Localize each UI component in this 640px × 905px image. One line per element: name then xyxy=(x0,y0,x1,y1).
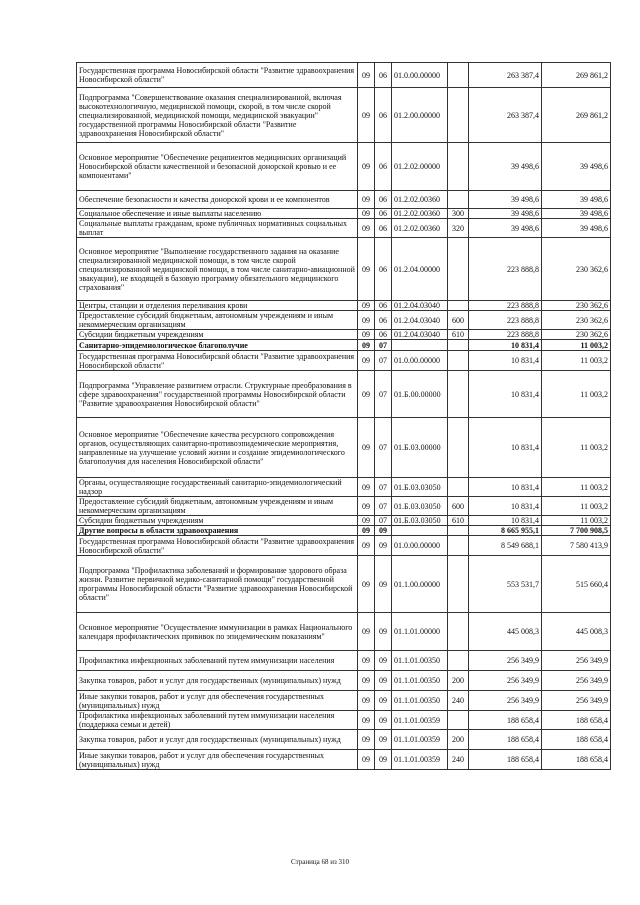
row-amount-year2: 39 498,6 xyxy=(542,219,611,238)
row-amount-year2: 11 003,2 xyxy=(542,478,611,497)
row-amount-year2: 7 700 908,5 xyxy=(542,526,611,536)
row-expense-type: 240 xyxy=(448,691,469,711)
table-row xyxy=(77,340,611,351)
table-row xyxy=(77,371,611,418)
row-amount-year2: 39 498,6 xyxy=(542,209,611,219)
row-name: Профилактика инфекционных заболеваний путем иммунизации населения (поддержка семьи и детей) xyxy=(77,711,358,730)
row-subsection: 06 xyxy=(375,301,392,311)
row-amount-year2: 269 861,2 xyxy=(542,63,611,88)
row-amount-year1: 10 831,4 xyxy=(469,497,542,516)
row-amount-year1: 39 498,6 xyxy=(469,209,542,219)
table-row xyxy=(77,418,611,478)
table-row xyxy=(77,497,611,516)
row-subsection: 07 xyxy=(375,478,392,497)
row-section: 09 xyxy=(358,219,375,238)
row-target-code: 01.1.01.00350 xyxy=(392,671,448,691)
table-row xyxy=(77,730,611,750)
row-expense-type xyxy=(448,340,469,351)
budget-table xyxy=(76,62,611,770)
row-subsection: 09 xyxy=(375,691,392,711)
row-expense-type xyxy=(448,143,469,191)
table-row xyxy=(77,526,611,536)
row-amount-year2: 11 003,2 xyxy=(542,516,611,526)
row-target-code: 01.2.04.00000 xyxy=(392,238,448,301)
row-amount-year1: 263 387,4 xyxy=(469,63,542,88)
row-name: Субсидии бюджетным учреждениям xyxy=(77,330,358,340)
row-target-code: 01.2.04.03040 xyxy=(392,301,448,311)
row-amount-year1: 223 888,8 xyxy=(469,238,542,301)
row-target-code: 01.2.02.00360 xyxy=(392,209,448,219)
row-name: Другие вопросы в области здравоохранения xyxy=(77,526,358,536)
table-row xyxy=(77,330,611,340)
table-row xyxy=(77,536,611,556)
row-expense-type: 600 xyxy=(448,497,469,516)
row-target-code: 01.Б.03.03050 xyxy=(392,497,448,516)
row-target-code: 01.1.01.00000 xyxy=(392,613,448,651)
row-expense-type xyxy=(448,371,469,418)
row-expense-type: 610 xyxy=(448,516,469,526)
row-expense-type xyxy=(448,556,469,613)
row-section: 09 xyxy=(358,478,375,497)
row-name: Закупка товаров, работ и услуг для государственных (муниципальных) нужд xyxy=(77,671,358,691)
row-subsection: 06 xyxy=(375,88,392,143)
row-section: 09 xyxy=(358,526,375,536)
row-section: 09 xyxy=(358,730,375,750)
table-row xyxy=(77,88,611,143)
row-amount-year1: 256 349,9 xyxy=(469,651,542,671)
row-amount-year1: 223 888,8 xyxy=(469,330,542,340)
row-amount-year1: 188 658,4 xyxy=(469,730,542,750)
row-amount-year2: 11 003,2 xyxy=(542,418,611,478)
page-footer: Страница 68 из 310 xyxy=(291,858,349,866)
row-amount-year2: 230 362,6 xyxy=(542,238,611,301)
row-section: 09 xyxy=(358,691,375,711)
row-amount-year2: 39 498,6 xyxy=(542,143,611,191)
row-name: Органы, осуществляющие государственный санитарно-эпидемиологический надзор xyxy=(77,478,358,497)
row-subsection: 09 xyxy=(375,750,392,770)
row-amount-year2: 269 861,2 xyxy=(542,88,611,143)
row-section: 09 xyxy=(358,711,375,730)
row-subsection: 06 xyxy=(375,143,392,191)
row-expense-type xyxy=(448,88,469,143)
row-amount-year2: 39 498,6 xyxy=(542,191,611,209)
row-target-code: 01.1.01.00359 xyxy=(392,730,448,750)
row-subsection: 06 xyxy=(375,219,392,238)
row-target-code xyxy=(392,526,448,536)
row-expense-type xyxy=(448,238,469,301)
row-target-code: 01.2.02.00000 xyxy=(392,143,448,191)
row-section: 09 xyxy=(358,63,375,88)
row-amount-year2: 188 658,4 xyxy=(542,711,611,730)
row-target-code: 01.0.00.00000 xyxy=(392,536,448,556)
row-amount-year2: 188 658,4 xyxy=(542,730,611,750)
row-target-code: 01.1.01.00359 xyxy=(392,750,448,770)
row-amount-year1: 10 831,4 xyxy=(469,371,542,418)
row-target-code: 01.2.02.00360 xyxy=(392,191,448,209)
table-row xyxy=(77,516,611,526)
row-expense-type: 320 xyxy=(448,219,469,238)
row-target-code: 01.1.01.00350 xyxy=(392,691,448,711)
table-row xyxy=(77,651,611,671)
row-expense-type: 240 xyxy=(448,750,469,770)
row-amount-year1: 39 498,6 xyxy=(469,191,542,209)
row-section: 09 xyxy=(358,311,375,330)
row-section: 09 xyxy=(358,143,375,191)
row-name: Основное мероприятие "Обеспечение реципиентов медицинских организаций Новосибирской области качественной и безопасной донорской кровью и ее компонентами" xyxy=(77,143,358,191)
table-row xyxy=(77,209,611,219)
row-name: Иные закупки товаров, работ и услуг для обеспечения государственных (муниципальных) нужд xyxy=(77,750,358,770)
row-name: Подпрограмма "Совершенствование оказания специализированной, включая высокотехнологичную, медицинской помощи, скорой, в том числе скорой специализированной, медицинской помощи, медицинской эвакуации" государственной программы Новосибирской области "Развитие здравоохранения Новосибирской области" xyxy=(77,88,358,143)
row-subsection: 06 xyxy=(375,238,392,301)
table-row xyxy=(77,238,611,301)
row-name: Закупка товаров, работ и услуг для государственных (муниципальных) нужд xyxy=(77,730,358,750)
table-row xyxy=(77,711,611,730)
row-amount-year1: 10 831,4 xyxy=(469,418,542,478)
row-expense-type xyxy=(448,418,469,478)
table-row xyxy=(77,556,611,613)
row-amount-year1: 263 387,4 xyxy=(469,88,542,143)
row-name: Санитарно-эпидемиологическое благополучие xyxy=(77,340,358,351)
row-subsection: 09 xyxy=(375,526,392,536)
row-expense-type: 610 xyxy=(448,330,469,340)
row-name: Основное мероприятие "Выполнение государственного задания на оказание специализированной медицинской помощи, в том числе скорой специализированной медицинской помощи, в том числе санитарно-авиационной эвакуации), не входящей в базовую программу обязательного медицинского страхования" xyxy=(77,238,358,301)
row-amount-year1: 8 549 688,1 xyxy=(469,536,542,556)
row-section: 09 xyxy=(358,671,375,691)
row-target-code xyxy=(392,340,448,351)
row-section: 09 xyxy=(358,340,375,351)
row-name: Основное мероприятие "Обеспечение качества ресурсного сопровождения органов, осуществляющих санитарно-противоэпидемические мероприятия, направленные на улучшение условий жизни и создание эпидемиологического благополучия для населения Новосибирской области" xyxy=(77,418,358,478)
row-name: Социальные выплаты гражданам, кроме публичных нормативных социальных выплат xyxy=(77,219,358,238)
row-subsection: 09 xyxy=(375,671,392,691)
row-amount-year2: 256 349,9 xyxy=(542,651,611,671)
row-section: 09 xyxy=(358,516,375,526)
row-subsection: 09 xyxy=(375,556,392,613)
row-section: 09 xyxy=(358,301,375,311)
row-expense-type: 300 xyxy=(448,209,469,219)
row-section: 09 xyxy=(358,418,375,478)
row-name: Центры, станции и отделения переливания крови xyxy=(77,301,358,311)
row-expense-type xyxy=(448,526,469,536)
row-name: Субсидии бюджетным учреждениям xyxy=(77,516,358,526)
table-row xyxy=(77,691,611,711)
row-target-code: 01.1.01.00359 xyxy=(392,711,448,730)
row-subsection: 09 xyxy=(375,730,392,750)
row-name: Государственная программа Новосибирской области "Развитие здравоохранения Новосибирской области" xyxy=(77,351,358,371)
table-body xyxy=(77,63,611,770)
row-name: Обеспечение безопасности и качества донорской крови и ее компонентов xyxy=(77,191,358,209)
row-amount-year1: 39 498,6 xyxy=(469,219,542,238)
row-subsection: 07 xyxy=(375,497,392,516)
row-target-code: 01.1.00.00000 xyxy=(392,556,448,613)
table-row xyxy=(77,301,611,311)
row-target-code: 01.2.04.03040 xyxy=(392,330,448,340)
row-section: 09 xyxy=(358,536,375,556)
row-subsection: 06 xyxy=(375,191,392,209)
row-section: 09 xyxy=(358,750,375,770)
row-subsection: 06 xyxy=(375,63,392,88)
row-section: 09 xyxy=(358,613,375,651)
row-amount-year1: 10 831,4 xyxy=(469,516,542,526)
row-amount-year2: 445 008,3 xyxy=(542,613,611,651)
row-section: 09 xyxy=(358,191,375,209)
row-target-code: 01.Б.03.03050 xyxy=(392,516,448,526)
row-amount-year2: 11 003,2 xyxy=(542,497,611,516)
row-subsection: 07 xyxy=(375,351,392,371)
row-expense-type xyxy=(448,191,469,209)
row-amount-year2: 230 362,6 xyxy=(542,301,611,311)
row-amount-year2: 230 362,6 xyxy=(542,330,611,340)
row-name: Государственная программа Новосибирской области "Развитие здравоохранения Новосибирской области" xyxy=(77,63,358,88)
row-subsection: 07 xyxy=(375,371,392,418)
row-amount-year2: 11 003,2 xyxy=(542,340,611,351)
row-expense-type xyxy=(448,63,469,88)
row-subsection: 07 xyxy=(375,516,392,526)
row-section: 09 xyxy=(358,556,375,613)
table-row xyxy=(77,671,611,691)
row-amount-year2: 7 580 413,9 xyxy=(542,536,611,556)
row-name: Профилактика инфекционных заболеваний путем иммунизации населения xyxy=(77,651,358,671)
row-amount-year2: 256 349,9 xyxy=(542,691,611,711)
row-amount-year1: 10 831,4 xyxy=(469,351,542,371)
row-subsection: 09 xyxy=(375,711,392,730)
row-subsection: 09 xyxy=(375,536,392,556)
row-expense-type: 200 xyxy=(448,730,469,750)
row-amount-year1: 256 349,9 xyxy=(469,691,542,711)
table-row xyxy=(77,613,611,651)
row-subsection: 06 xyxy=(375,330,392,340)
row-target-code: 01.2.02.00360 xyxy=(392,219,448,238)
row-subsection: 06 xyxy=(375,311,392,330)
row-amount-year1: 256 349,9 xyxy=(469,671,542,691)
row-expense-type xyxy=(448,536,469,556)
row-name: Подпрограмма "Управление развитием отрасли. Структурные преобразования в сфере здравоохранения" государственной программы Новосибирской области "Развитие здравоохранения Новосибирской области" xyxy=(77,371,358,418)
row-section: 09 xyxy=(358,209,375,219)
row-expense-type xyxy=(448,351,469,371)
row-amount-year2: 11 003,2 xyxy=(542,351,611,371)
row-name: Предоставление субсидий бюджетным, автономным учреждениям и иным некоммерческим организациям xyxy=(77,497,358,516)
row-amount-year1: 10 831,4 xyxy=(469,478,542,497)
row-name: Социальное обеспечение и иные выплаты населению xyxy=(77,209,358,219)
table-row xyxy=(77,311,611,330)
row-expense-type: 600 xyxy=(448,311,469,330)
row-target-code: 01.2.00.00000 xyxy=(392,88,448,143)
table-row xyxy=(77,478,611,497)
row-amount-year2: 256 349,9 xyxy=(542,671,611,691)
table-row xyxy=(77,750,611,770)
row-expense-type xyxy=(448,301,469,311)
row-target-code: 01.Б.03.03050 xyxy=(392,478,448,497)
row-expense-type xyxy=(448,478,469,497)
row-expense-type xyxy=(448,651,469,671)
row-amount-year1: 553 531,7 xyxy=(469,556,542,613)
row-section: 09 xyxy=(358,497,375,516)
row-section: 09 xyxy=(358,371,375,418)
row-section: 09 xyxy=(358,88,375,143)
table-row xyxy=(77,143,611,191)
row-amount-year1: 188 658,4 xyxy=(469,711,542,730)
row-subsection: 07 xyxy=(375,340,392,351)
row-amount-year2: 11 003,2 xyxy=(542,371,611,418)
table-row xyxy=(77,219,611,238)
row-expense-type xyxy=(448,613,469,651)
row-subsection: 09 xyxy=(375,613,392,651)
row-amount-year1: 10 831,4 xyxy=(469,340,542,351)
row-subsection: 06 xyxy=(375,209,392,219)
row-section: 09 xyxy=(358,351,375,371)
row-target-code: 01.0.00.00000 xyxy=(392,351,448,371)
row-subsection: 09 xyxy=(375,651,392,671)
table-row xyxy=(77,191,611,209)
row-section: 09 xyxy=(358,330,375,340)
row-subsection: 07 xyxy=(375,418,392,478)
row-expense-type: 200 xyxy=(448,671,469,691)
row-name: Основное мероприятие "Осуществление иммунизации в рамках Национального календаря профилактических прививок по эпидемическим показаниям" xyxy=(77,613,358,651)
row-amount-year2: 188 658,4 xyxy=(542,750,611,770)
table-row xyxy=(77,351,611,371)
row-name: Подпрограмма "Профилактика заболеваний и формирование здорового образа жизни. Развитие первичной медико-санитарной помощи" государственной программы Новосибирской области "Развитие здравоохранения Новосибирской области" xyxy=(77,556,358,613)
row-expense-type xyxy=(448,711,469,730)
row-amount-year1: 8 665 955,1 xyxy=(469,526,542,536)
row-section: 09 xyxy=(358,651,375,671)
row-target-code: 01.1.01.00350 xyxy=(392,651,448,671)
row-amount-year2: 515 660,4 xyxy=(542,556,611,613)
row-amount-year2: 230 362,6 xyxy=(542,311,611,330)
row-name: Государственная программа Новосибирской области "Развитие здравоохранения Новосибирской области" xyxy=(77,536,358,556)
row-target-code: 01.2.04.03040 xyxy=(392,311,448,330)
row-amount-year1: 223 888,8 xyxy=(469,311,542,330)
row-amount-year1: 39 498,6 xyxy=(469,143,542,191)
row-name: Иные закупки товаров, работ и услуг для обеспечения государственных (муниципальных) нужд xyxy=(77,691,358,711)
row-section: 09 xyxy=(358,238,375,301)
row-amount-year1: 188 658,4 xyxy=(469,750,542,770)
row-target-code: 01.Б.03.00000 xyxy=(392,418,448,478)
row-amount-year1: 223 888,8 xyxy=(469,301,542,311)
table-row xyxy=(77,63,611,88)
row-target-code: 01.0.00.00000 xyxy=(392,63,448,88)
row-amount-year1: 445 008,3 xyxy=(469,613,542,651)
row-name: Предоставление субсидий бюджетным, автономным учреждениям и иным некоммерческим организациям xyxy=(77,311,358,330)
row-target-code: 01.Б.00.00000 xyxy=(392,371,448,418)
